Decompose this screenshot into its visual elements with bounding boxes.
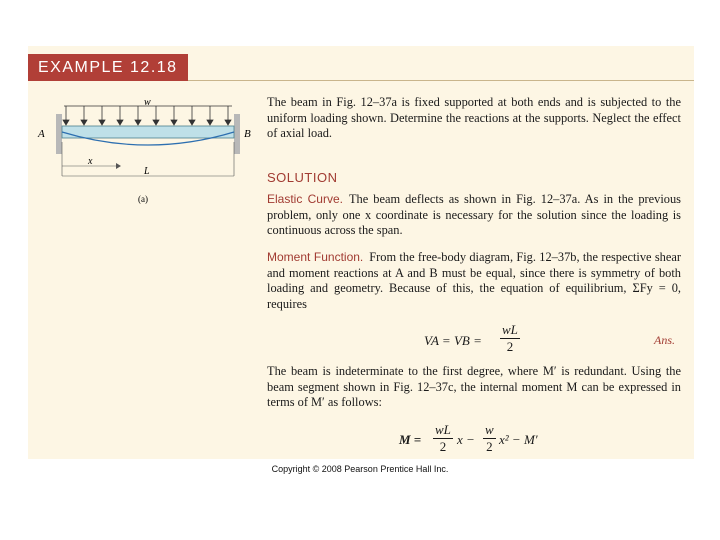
moment-function-section bbox=[267, 250, 681, 312]
eq2-term2-numerator: w bbox=[485, 422, 494, 437]
beam bbox=[62, 126, 234, 138]
eq1-lhs: VA = VB = bbox=[424, 333, 482, 348]
eq2-term2-fraction bbox=[483, 422, 496, 455]
load-label: w bbox=[144, 97, 151, 108]
x-label: x bbox=[88, 156, 93, 167]
eq2-term1-denominator: 2 bbox=[439, 439, 447, 454]
copyright-notice: Copyright © 2008 Pearson Prentice Hall Inc. bbox=[271, 464, 449, 474]
elastic-curve-section bbox=[267, 192, 681, 239]
example-banner: EXAMPLE 12.18 bbox=[28, 54, 188, 81]
figure-caption: (a) bbox=[138, 194, 148, 204]
eq2-term1-var: x − bbox=[457, 432, 475, 447]
eq2-term2-var: x² − M′ bbox=[499, 432, 538, 447]
eq1-denominator: 2 bbox=[506, 339, 514, 354]
load-arrows bbox=[63, 106, 231, 125]
eq2-term2-denominator: 2 bbox=[486, 439, 493, 454]
indeterminate-section bbox=[267, 364, 681, 411]
moment-function-title: Moment Function. bbox=[267, 250, 364, 264]
support-a-label: A bbox=[38, 128, 45, 140]
moment-function-text: From the free-body diagram, Fig. 12–37b, the respective shear and moment reactions at A and B must be equal, since there is symmetry of both loading and geometry. Because of this, the equation of equilibrium, ΣFy = 0, requires bbox=[267, 250, 681, 311]
left-wall bbox=[56, 114, 62, 154]
indeterminate-text: The beam is indeterminate to the first degree, where M′ is redundant. Using the beam segment shown in Fig. 12–37c, the internal moment M can be expressed in terms of M′ as follows: bbox=[267, 364, 681, 410]
eq2-term1-numerator: wL bbox=[435, 422, 451, 437]
right-wall bbox=[234, 114, 240, 154]
problem-text: The beam in Fig. 12–37a is fixed supported at both ends and is subjected to the uniform loading shown. Determine the reactions at the supports. Neglect the effect of axial load. bbox=[267, 95, 681, 141]
eq1-numerator: wL bbox=[502, 322, 518, 337]
moment-equation bbox=[399, 424, 599, 464]
eq2-lhs: M = bbox=[399, 432, 422, 447]
elastic-curve-text: The beam deflects as shown in Fig. 12–37a. As in the previous problem, only one x coordinate is necessary for the solution since the loading is continuous across the span. bbox=[267, 192, 681, 238]
length-label: L bbox=[144, 166, 150, 177]
beam-figure bbox=[30, 96, 258, 212]
problem-statement bbox=[267, 95, 681, 142]
eq2-term1-fraction bbox=[433, 422, 453, 455]
answer-label: Ans. bbox=[654, 333, 675, 347]
elastic-curve-title: Elastic Curve. bbox=[267, 192, 343, 206]
banner-rule bbox=[188, 80, 694, 81]
solution-heading: SOLUTION bbox=[267, 170, 338, 185]
equilibrium-equation bbox=[424, 322, 684, 362]
support-b-label: B bbox=[244, 128, 251, 140]
eq1-fraction bbox=[500, 322, 520, 355]
